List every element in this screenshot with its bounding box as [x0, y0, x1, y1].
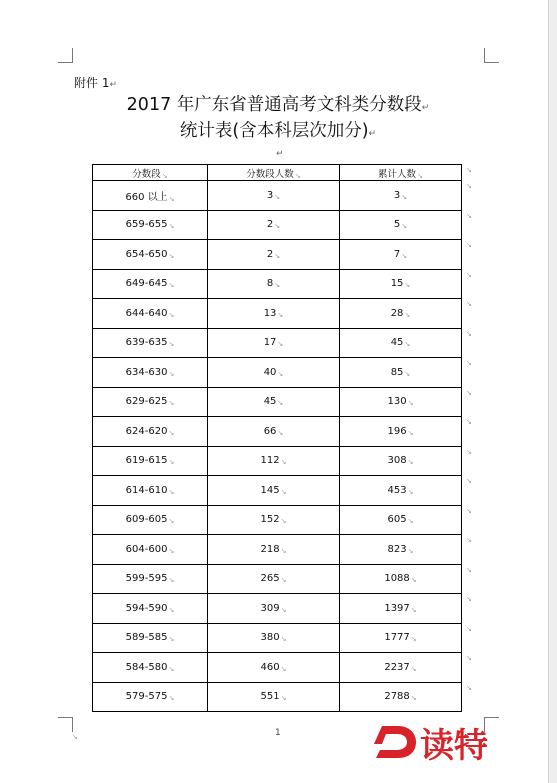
range-count-cell: 13↘ [208, 299, 340, 329]
range-count-cell: 8↘ [208, 269, 340, 299]
row-end-mark-icon: ↘ [466, 182, 472, 190]
cumulative-count-cell: 823↘ [340, 535, 462, 565]
cumulative-count-cell: 605↘ [340, 505, 462, 535]
cumulative-count-cell: 15↘ [340, 269, 462, 299]
range-count-cell: 380↘ [208, 623, 340, 653]
cumulative-count-cell: 5↘ [340, 210, 462, 240]
table-row [93, 328, 462, 358]
range-count-cell: 218↘ [208, 535, 340, 565]
table-row [93, 564, 462, 594]
score-range-cell: 589-585↘ [93, 623, 208, 653]
cumulative-count-cell: 1777↘ [340, 623, 462, 653]
table-header-row [93, 165, 462, 181]
score-range-cell: 579-575↘ [93, 682, 208, 712]
range-count-cell: 309↘ [208, 594, 340, 624]
header-score-range: 分数段↘ [93, 165, 208, 181]
score-range-cell: 660 以上↘ [93, 181, 208, 211]
range-count-cell: 145↘ [208, 476, 340, 506]
cumulative-count-cell: 2237↘ [340, 653, 462, 683]
row-end-mark-icon: ↘ [466, 271, 472, 279]
attachment-label-text: 附件 1 [74, 76, 110, 90]
table-row [93, 505, 462, 535]
score-distribution-table [92, 164, 462, 712]
range-count-cell: 2↘ [208, 210, 340, 240]
score-range-cell: 599-595↘ [93, 564, 208, 594]
score-range-cell: 604-600↘ [93, 535, 208, 565]
table-row [93, 476, 462, 506]
table-row [93, 181, 462, 211]
range-count-cell: 66↘ [208, 417, 340, 447]
cumulative-count-cell: 196↘ [340, 417, 462, 447]
cumulative-count-cell: 1088↘ [340, 564, 462, 594]
cumulative-count-cell: 45↘ [340, 328, 462, 358]
table-row [93, 210, 462, 240]
score-range-cell: 629-625↘ [93, 387, 208, 417]
score-range-cell: 594-590↘ [93, 594, 208, 624]
row-end-mark-icon: ↘ [466, 536, 472, 544]
row-end-mark-icon: ↘ [466, 566, 472, 574]
row-end-mark-icon: ↘ [466, 507, 472, 515]
paragraph-mark-icon: ↵ [276, 149, 284, 159]
range-count-cell: 112↘ [208, 446, 340, 476]
row-end-mark-icon: ↘ [466, 300, 472, 308]
row-end-mark-icon: ↘ [466, 418, 472, 426]
row-end-mark-icon: ↘ [466, 448, 472, 456]
score-range-cell: 609-605↘ [93, 505, 208, 535]
row-end-mark-icon: ↘ [466, 241, 472, 249]
dute-logo-icon [372, 722, 418, 762]
row-end-mark-icon: ↘ [466, 595, 472, 603]
title-line-2-text: 统计表(含本科层次加分) [179, 121, 369, 141]
table-row [93, 269, 462, 299]
cumulative-count-cell: 3↘ [340, 181, 462, 211]
row-end-mark-icon: ↘ [466, 166, 472, 174]
cumulative-count-cell: 2788↘ [340, 682, 462, 712]
attachment-label [74, 74, 117, 91]
table-row [93, 653, 462, 683]
score-range-cell: 654-650↘ [93, 240, 208, 270]
range-count-cell: 2↘ [208, 240, 340, 270]
score-range-cell: 624-620↘ [93, 417, 208, 447]
header-range-count: 分数段人数↘ [208, 165, 340, 181]
row-end-mark-icon: ↘ [466, 625, 472, 633]
margin-corner-top-right [484, 48, 499, 63]
cumulative-count-cell: 7↘ [340, 240, 462, 270]
score-range-cell: 634-630↘ [93, 358, 208, 388]
range-count-cell: 40↘ [208, 358, 340, 388]
range-count-cell: 551↘ [208, 682, 340, 712]
document-title-line-2 [92, 119, 464, 146]
header-cumulative-count: 累计人数↘ [340, 165, 462, 181]
score-range-cell: 649-645↘ [93, 269, 208, 299]
paragraph-mark-icon: ↵ [368, 129, 377, 139]
row-end-mark-icon: ↘ [466, 330, 472, 338]
cumulative-count-cell: 130↘ [340, 387, 462, 417]
table-row [93, 623, 462, 653]
row-end-mark-icon: ↘ [466, 212, 472, 220]
document-title-line-1 [92, 93, 464, 120]
score-range-cell: 614-610↘ [93, 476, 208, 506]
range-count-cell: 460↘ [208, 653, 340, 683]
margin-corner-bottom-left [58, 717, 73, 732]
score-range-cell: 644-640↘ [93, 299, 208, 329]
table-row [93, 358, 462, 388]
range-count-cell: 265↘ [208, 564, 340, 594]
paragraph-mark-icon: ↵ [109, 80, 117, 90]
cumulative-count-cell: 308↘ [340, 446, 462, 476]
row-end-mark-icon: ↘ [466, 389, 472, 397]
page-number: 1 [275, 728, 281, 738]
table-row [93, 417, 462, 447]
cumulative-count-cell: 1397↘ [340, 594, 462, 624]
table-row [93, 535, 462, 565]
watermark-text: 读特 [420, 725, 488, 766]
watermark [372, 718, 532, 766]
score-range-cell: 584-580↘ [93, 653, 208, 683]
score-range-cell: 659-655↘ [93, 210, 208, 240]
range-count-cell: 3↘ [208, 181, 340, 211]
paragraph-mark-icon: ↘ [72, 733, 78, 741]
range-count-cell: 152↘ [208, 505, 340, 535]
range-count-cell: 45↘ [208, 387, 340, 417]
row-end-mark-icon: ↘ [466, 359, 472, 367]
range-count-cell: 17↘ [208, 328, 340, 358]
table-row [93, 446, 462, 476]
row-end-mark-icon: ↘ [466, 477, 472, 485]
page-edge [548, 0, 557, 783]
table-row [93, 387, 462, 417]
table-row [93, 594, 462, 624]
paragraph-mark-icon: ↵ [421, 103, 430, 113]
cumulative-count-cell: 453↘ [340, 476, 462, 506]
row-end-mark-icon: ↘ [466, 684, 472, 692]
table-row [93, 682, 462, 712]
score-range-cell: 639-635↘ [93, 328, 208, 358]
cumulative-count-cell: 28↘ [340, 299, 462, 329]
title-line-1-text: 2017 年广东省普通高考文科类分数段 [126, 95, 422, 115]
score-range-cell: 619-615↘ [93, 446, 208, 476]
table-row [93, 240, 462, 270]
margin-corner-top-left [58, 48, 73, 63]
table-row [93, 299, 462, 329]
cumulative-count-cell: 85↘ [340, 358, 462, 388]
row-end-mark-icon: ↘ [466, 654, 472, 662]
